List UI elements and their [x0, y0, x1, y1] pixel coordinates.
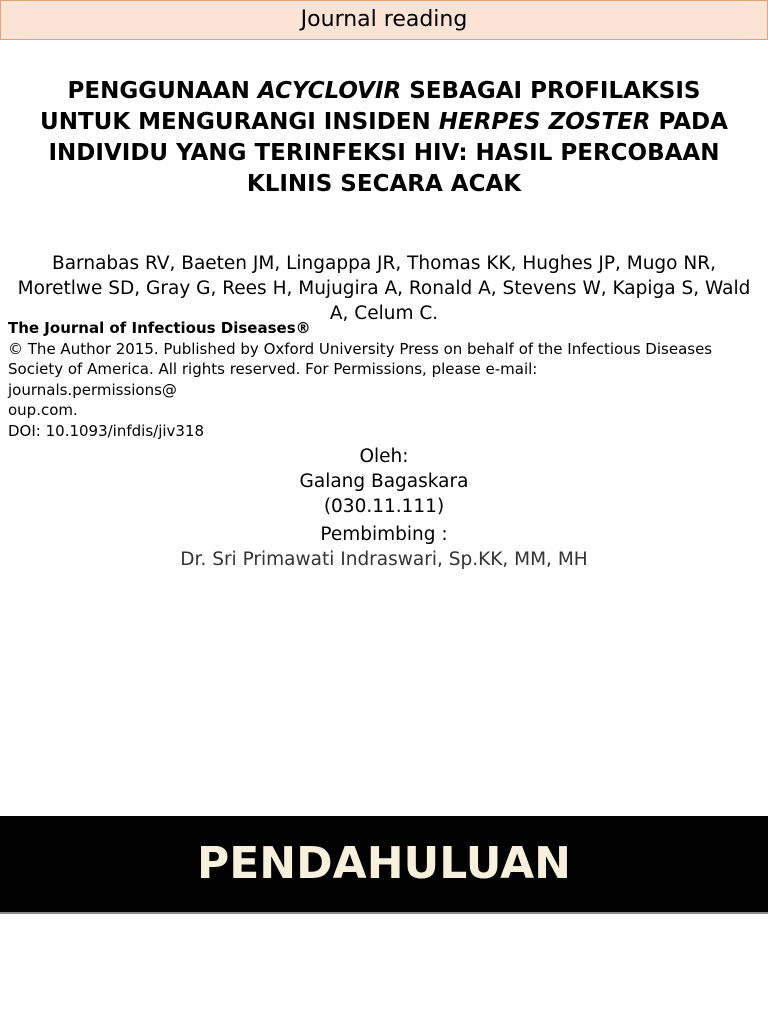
- section-title: PENDAHULUAN: [197, 838, 571, 889]
- citation-block: [8, 318, 748, 441]
- copyright-line: © The Author 2015. Published by Oxford University Press on behalf of the Infectious Diseases: [8, 339, 713, 358]
- title-part-5: PADA INDIVIDU YANG TERINFEKSI HIV: HASIL PERCOBAAN KLINIS SECARA ACAK: [48, 109, 728, 197]
- supervisor-name: Dr. Sri Primawati Indraswari, Sp.KK, MM, MH: [180, 549, 588, 570]
- rights-line: Society of America. All rights reserved. For Permissions, please e-mail:: [8, 360, 538, 378]
- supervisor-label: Pembimbing :: [320, 524, 448, 545]
- section-banner: [0, 816, 768, 914]
- presenter-block: [0, 444, 768, 572]
- permissions-email-part1: journals.permissions@: [8, 380, 177, 399]
- title-disease-name: HERPES ZOSTER: [438, 109, 651, 135]
- presenter-name: Galang Bagaskara: [299, 471, 469, 492]
- presenter-id: (030.11.111): [323, 496, 445, 517]
- permissions-email-part2: oup.com.: [8, 401, 78, 419]
- journal-reading-header: [0, 0, 768, 40]
- title-part-3: SEBAGAI PROFILAKSIS UNTUK MENGURANGI INSIDEN: [40, 78, 701, 135]
- presenter-by-label: Oleh:: [359, 446, 409, 467]
- title-part-1: PENGGUNAAN: [67, 78, 258, 104]
- doi: DOI: 10.1093/infdis/jiv318: [8, 421, 205, 440]
- title-drug-name: ACYCLOVIR: [257, 78, 402, 104]
- header-label: Journal reading: [300, 7, 468, 32]
- slide-title: [40, 76, 728, 200]
- author-list: Barnabas RV, Baeten JM, Lingappa JR, Thomas KK, Hughes JP, Mugo NR, Moretlwe SD, Gray G, Rees H, Mujugira A, Ronald A, Stevens W, Kapiga S, Wald A, Celum C.: [17, 253, 751, 324]
- journal-name: The Journal of Infectious Diseases®: [8, 319, 311, 337]
